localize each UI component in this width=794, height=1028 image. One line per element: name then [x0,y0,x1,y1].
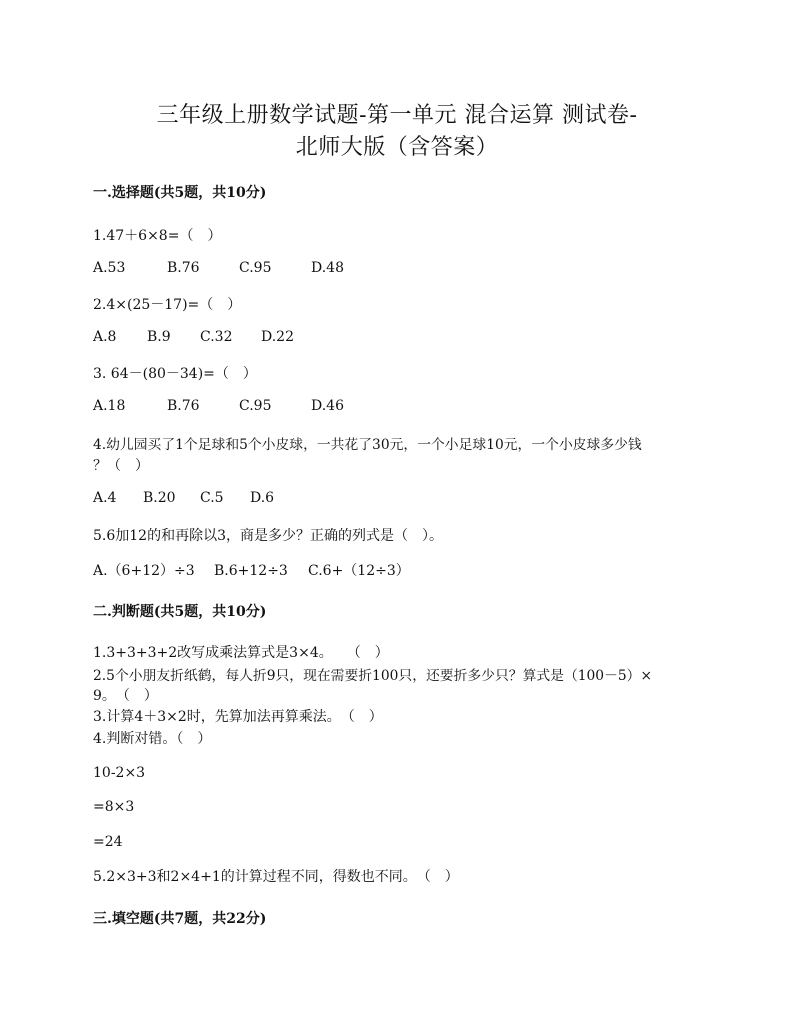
question-2-3: 3.计算4＋3×2时，先算加法再算乘法。 （ ） [93,709,383,725]
question-2-4-work-step: 10-2×3 [93,765,146,781]
option-a: A.4 [93,490,117,506]
option-a: A.53 [93,260,126,276]
option-a: A.18 [93,398,126,414]
question-1-3-stem: 3. 64－(80－34)=（ ） [93,366,257,382]
question-1-1-stem: 1.47＋6×8=（ ） [93,228,222,244]
question-2-2-line-2: 9。 （ ） [93,688,158,704]
option-a: A.（6+12）÷3 [93,563,195,579]
section-1-heading: 一.选择题(共5题，共10分) [93,185,267,201]
section-3-heading: 三.填空题(共7题，共22分) [93,911,267,927]
option-b: B.9 [147,329,171,345]
question-2-4-work-step: =8×3 [93,799,135,815]
option-b: B.6+12÷3 [214,563,288,579]
section-2-heading: 二.判断题(共5题，共10分) [93,604,267,620]
option-c: C.6+（12÷3） [308,563,410,579]
option-d: D.46 [311,398,344,414]
question-1-4-options [93,490,274,506]
option-b: B.76 [167,260,200,276]
question-2-4-work-step: =24 [93,834,123,850]
option-c: C.95 [239,260,272,276]
question-1-3-options [93,398,344,414]
question-1-5-options [93,560,410,580]
option-b: B.76 [167,398,200,414]
question-1-4-stem-line-2: ？（ ） [93,458,149,474]
question-1-2-options [93,329,294,345]
question-2-2-line-1: 2.5个小朋友折纸鹤，每人折9只，现在需要折100只，还要折多少只？算式是（100－5）× [93,668,653,684]
question-1-4-stem-line-1: 4.幼儿园买了1个足球和5个小皮球，一共花了30元，一个小足球10元，一个小皮球多少钱 [93,437,642,453]
title-line-2: 北师大版（含答案） [295,135,499,160]
question-2-5: 5.2×3+3和2×4+1的计算过程不同，得数也不同。 （ ） [93,869,459,885]
option-c: C.95 [239,398,272,414]
option-c: C.32 [200,329,233,345]
option-c: C.5 [200,490,224,506]
question-1-5-stem: 5.6加12的和再除以3，商是多少？正确的列式是（ ）。 [93,528,443,544]
option-b: B.20 [143,490,176,506]
question-1-1-options [93,260,344,276]
option-d: D.48 [311,260,344,276]
option-a: A.8 [93,329,117,345]
question-1-2-stem: 2.4×(25－17)=（ ） [93,297,242,313]
option-d: D.22 [261,329,294,345]
question-2-4: 4.判断对错。（ ） [93,731,212,747]
option-d: D.6 [250,490,275,506]
question-2-1: 1.3+3+3+2改写成乘法算式是3×4。 （ ） [93,645,389,661]
title-line-1: 三年级上册数学试题-第一单元 混合运算 测试卷- [156,103,638,128]
